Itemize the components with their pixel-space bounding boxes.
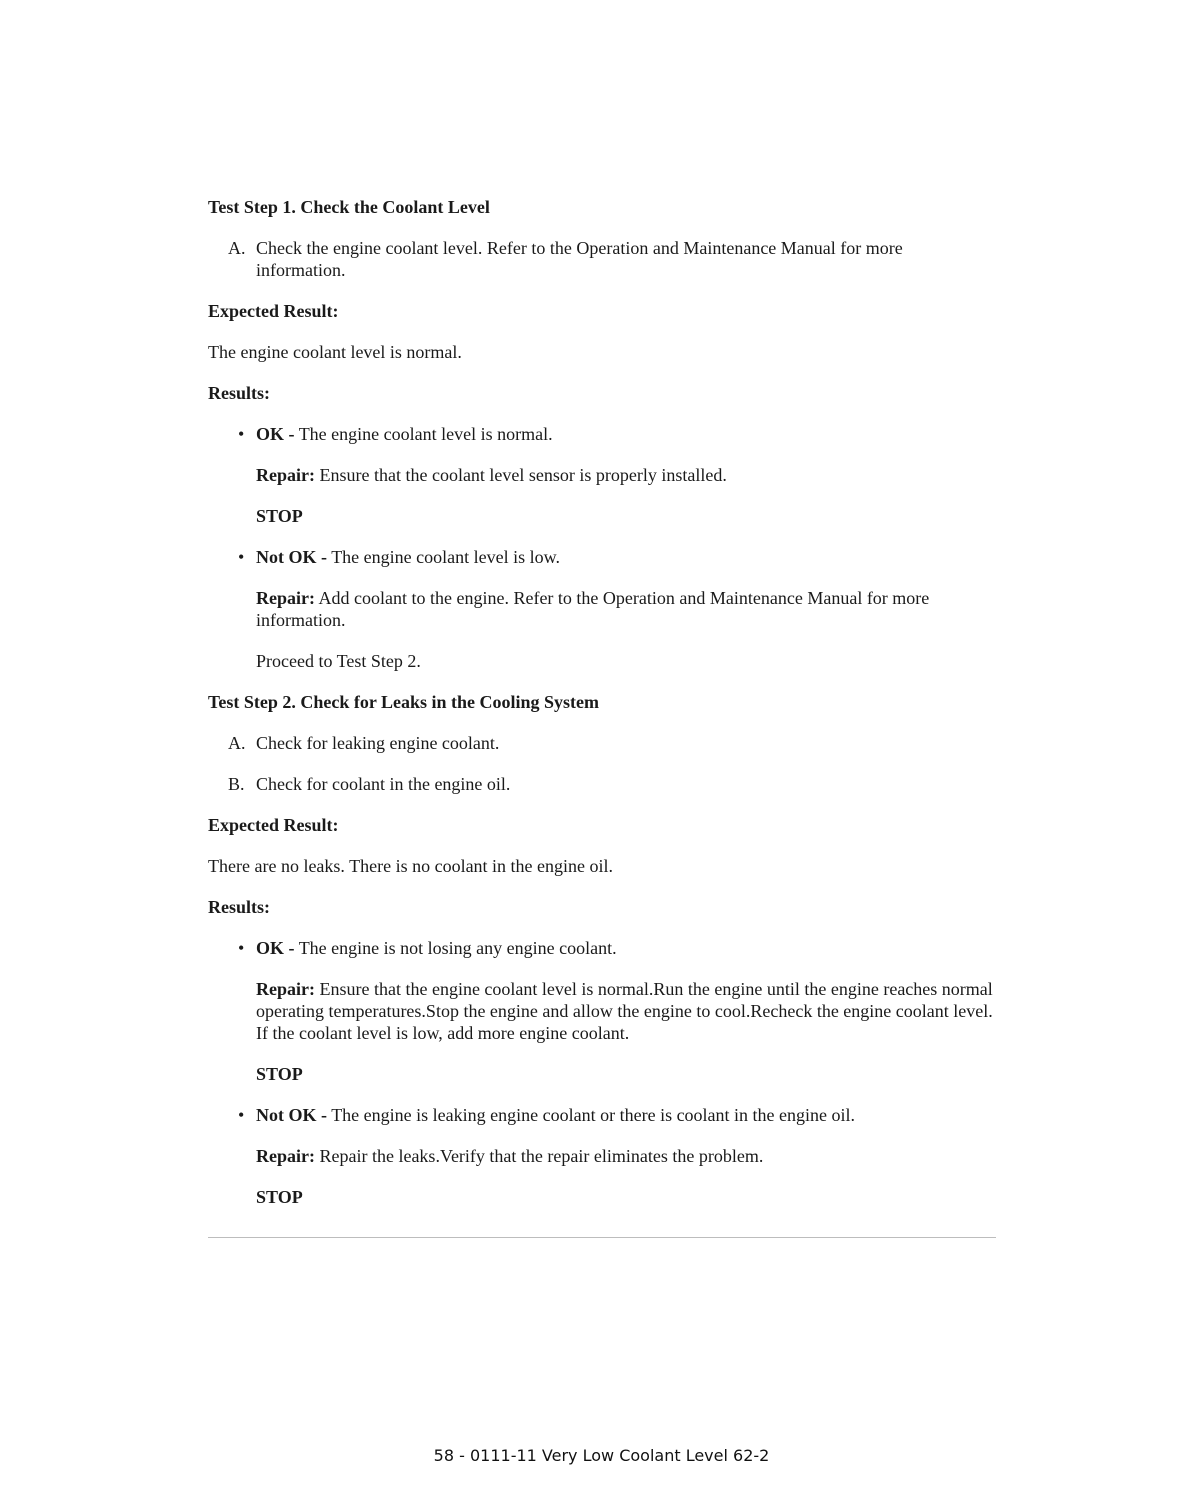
page-footer: 58 - 0111-11 Very Low Coolant Level 62-2 [433, 1446, 770, 1465]
step2-ok-label: OK - [256, 938, 295, 958]
step2-item-a [208, 732, 996, 754]
step1-expected-text: The engine coolant level is normal. [208, 342, 462, 362]
step2-notok-label: Not OK - [256, 1105, 327, 1125]
step1-expected-label: Expected Result: [208, 301, 339, 321]
step2-notok-repair-label: Repair: [256, 1146, 315, 1166]
step2-results-label: Results: [208, 897, 270, 917]
step1-results-label: Results: [208, 383, 270, 403]
step1-item-a-letter: A. [228, 238, 246, 258]
step2-ok-text: The engine is not losing any engine coolant. [298, 938, 617, 958]
step1-notok-repair-label: Repair: [256, 588, 315, 608]
horizontal-divider [208, 1237, 996, 1238]
step2-item-b [208, 773, 996, 795]
step1-notok-label: Not OK - [256, 547, 327, 567]
step2-ok-repair-label: Repair: [256, 979, 315, 999]
step2-ok-repair [208, 978, 996, 1044]
step2-notok-text: The engine is leaking engine coolant or there is coolant in the engine oil. [331, 1105, 856, 1125]
step1-ok-repair-text: Ensure that the coolant level sensor is properly installed. [319, 465, 727, 485]
step2-notok-stop: STOP [256, 1187, 303, 1207]
step2-notok-repair [208, 1145, 996, 1167]
step2-item-b-letter: B. [228, 774, 245, 794]
step2-expected-text: There are no leaks. There is no coolant in the engine oil. [208, 856, 614, 876]
bullet-icon: • [238, 1105, 245, 1125]
bullet-icon: • [238, 424, 245, 444]
step2-ok-stop: STOP [256, 1064, 303, 1084]
step2-item-b-text: Check for coolant in the engine oil. [256, 774, 511, 794]
document-body [208, 196, 996, 1227]
step1-item-a-text: Check the engine coolant level. Refer to the Operation and Maintenance Manual for more information. [256, 238, 903, 280]
bullet-icon: • [238, 938, 245, 958]
step1-ok-item [208, 423, 996, 445]
step1-notok-repair [208, 587, 996, 631]
step1-ok-repair-label: Repair: [256, 465, 315, 485]
step2-ok-repair-text: Ensure that the engine coolant level is normal.Run the engine until the engine reaches normal operating temperatures.Stop the engine and allow the engine to cool.Recheck the engine coolant level. If the coolant level is low, add more engine coolant. [256, 979, 993, 1043]
step2-title: Test Step 2. Check for Leaks in the Cooling System [208, 692, 600, 712]
step1-item-a [208, 237, 996, 281]
step2-item-a-text: Check for leaking engine coolant. [256, 733, 500, 753]
step2-item-a-letter: A. [228, 733, 246, 753]
step2-expected-label: Expected Result: [208, 815, 339, 835]
step2-ok-item [208, 937, 996, 959]
step1-ok-repair [208, 464, 996, 486]
step1-notok-text: The engine coolant level is low. [331, 547, 560, 567]
step2-notok-item [208, 1104, 996, 1126]
step1-notok-item [208, 546, 996, 568]
bullet-icon: • [238, 547, 245, 567]
step1-title: Test Step 1. Check the Coolant Level [208, 197, 490, 217]
step1-notok-proceed: Proceed to Test Step 2. [256, 651, 421, 671]
step1-ok-stop: STOP [256, 506, 303, 526]
step1-notok-repair-text: Add coolant to the engine. Refer to the Operation and Maintenance Manual for more information. [256, 588, 930, 630]
step1-ok-text: The engine coolant level is normal. [298, 424, 553, 444]
step1-ok-label: OK - [256, 424, 295, 444]
step2-notok-repair-text: Repair the leaks.Verify that the repair eliminates the problem. [319, 1146, 764, 1166]
